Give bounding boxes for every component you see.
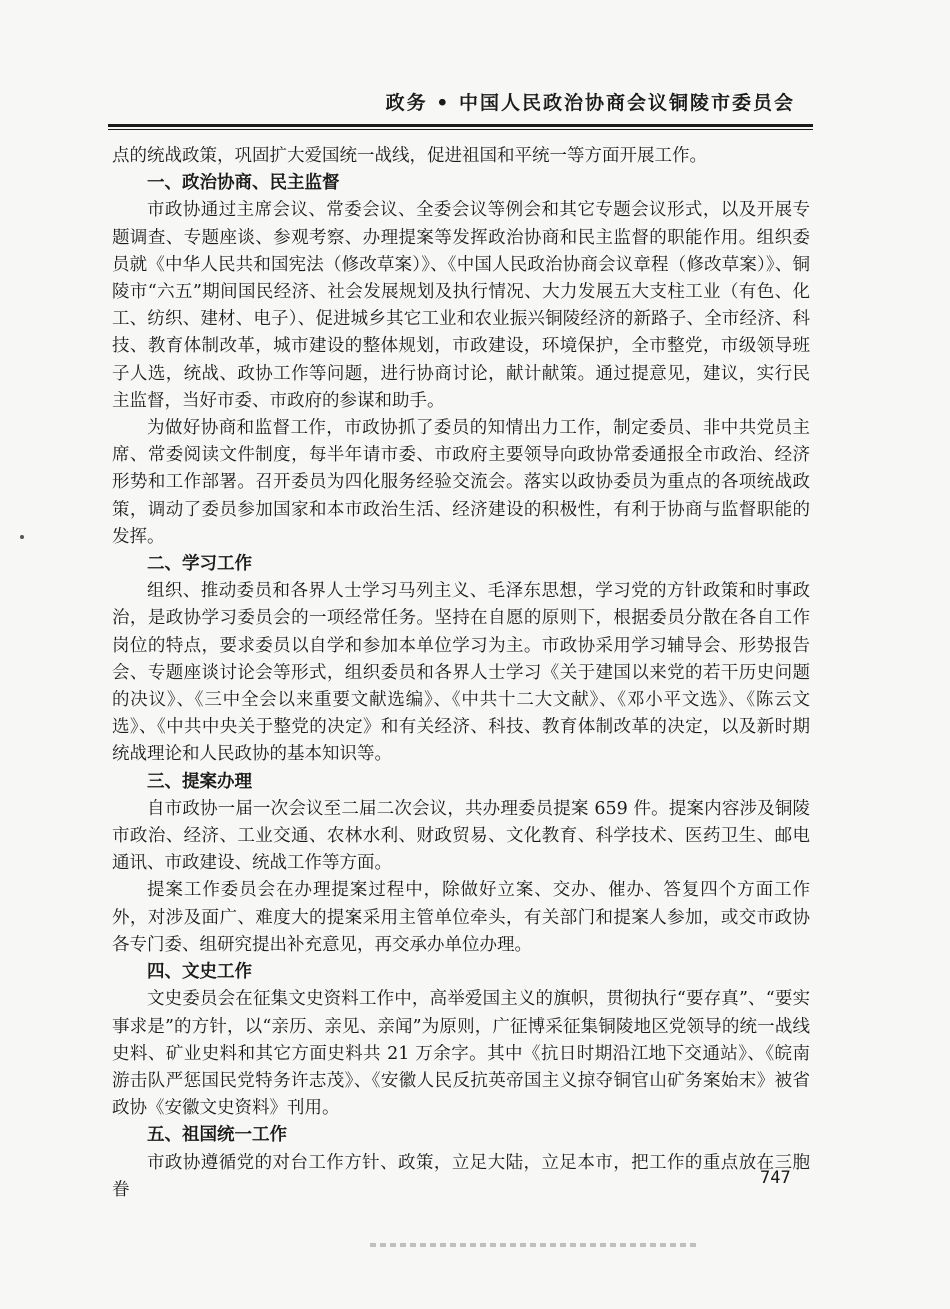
header-rule	[108, 124, 813, 127]
paragraph: 提案工作委员会在办理提案过程中，除做好立案、交办、催办、答复四个方面工作外，对涉及面广、难度大的提案采用主管单位牵头，有关部门和提案人参加，或交市政协各专门委、组研究提出补充意见，再交承办单位办理。	[112, 880, 810, 955]
paragraph: 组织、推动委员和各界人士学习马列主义、毛泽东思想，学习党的方针政策和时事政治，是政协学习委员会的一项经常任务。坚持在自愿的原则下，根据委员分散在各自工作岗位的特点，要求委员以自学和参加本单位学习为主。市政协采用学习辅导会、形势报告会、专题座谈讨论会等形式，组织委员和各界人士学习《关于建国以来党的若干历史问题的决议》、《三中全会以来重要文献选编》、《中共十二大文献》、《邓小平文选》、《陈云文选》、《中共中央关于整党的决定》和有关经济、科技、教育体制改革的决定，以及新时期统战理论和人民政协的基本知识等。	[112, 581, 810, 765]
body-text	[112, 143, 810, 1204]
paragraph: 文史委员会在征集文史资料工作中，高举爱国主义的旗帜，贯彻执行“要存真”、“要实事求是”的方针，以“亲历、亲见、亲闻”为原则，广征博采征集铜陵地区党领导的统一战线史料、矿业史料和其它方面史料共 21 万余字。其中《抗日时期沿江地下交通站》、《皖南游击队严惩国民党特务许志茂》、《安徽人民反抗英帝国主义掠夺铜官山矿务案始末》被省政协《安徽文史资料》刊用。	[112, 989, 811, 1119]
section-heading: 四、文史工作	[147, 962, 252, 983]
header-rule-thin	[108, 129, 813, 130]
paragraph: 为做好协商和监督工作，市政协抓了委员的知情出力工作，制定委员、非中共党员主席、常委阅读文件制度，每半年请市委、市政府主要领导向政协常委通报全市政治、经济形势和工作部署。召开委员为四化服务经验交流会。落实以政协委员为重点的各项统战政策，调动了委员参加国家和本市政治生活、经济建设的积极性，有利于协商与监督职能的发挥。	[112, 418, 810, 547]
scan-speck	[20, 535, 24, 539]
paragraph: 市政协遵循党的对台工作方针、政策，立足大陆，立足本市，把工作的重点放在三胞眷	[112, 1152, 810, 1200]
paragraph: 自市政协一届一次会议至二届二次会议，共办理委员提案 659 件。提案内容涉及铜陵市政治、经济、工业交通、农林水利、财政贸易、文化教育、科学技术、医药卫生、邮电通讯、市政建设、统战工作等方面。	[112, 798, 810, 874]
section-heading: 三、提案办理	[147, 771, 252, 792]
intro-paragraph: 点的统战政策，巩固扩大爱国统一战线，促进祖国和平统一等方面开展工作。	[112, 146, 707, 166]
section-heading: 一、政治协商、民主监督	[147, 173, 340, 194]
running-header: 政务 • 中国人民政治协商会议铜陵市委员会	[385, 92, 795, 114]
page-number: 747	[760, 1168, 791, 1188]
scan-artifact	[370, 1243, 700, 1247]
section-heading: 五、祖国统一工作	[147, 1125, 287, 1146]
paragraph: 市政协通过主席会议、常委会议、全委会议等例会和其它专题会议形式，以及开展专题调查、专题座谈、参观考察、办理提案等发挥政治协商和民主监督的职能作用。组织委员就《中华人民共和国宪法（修改草案）》、《中国人民政治协商会议章程（修改草案）》、铜陵市“六五”期间国民经济、社会发展规划及执行情况、大力发展五大支柱工业（有色、化工、纺织、建材、电子）、促进城乡其它工业和农业振兴铜陵经济的新路子、全市经济、科技、教育体制改革，城市建设的整体规划，市政建设，环境保护，全市整党，市级领导班子人选，统战、政协工作等问题，进行协商讨论，献计献策。通过提意见，建议，实行民主监督，当好市委、市政府的参谋和助手。	[112, 200, 810, 411]
section-heading: 二、学习工作	[147, 554, 252, 575]
